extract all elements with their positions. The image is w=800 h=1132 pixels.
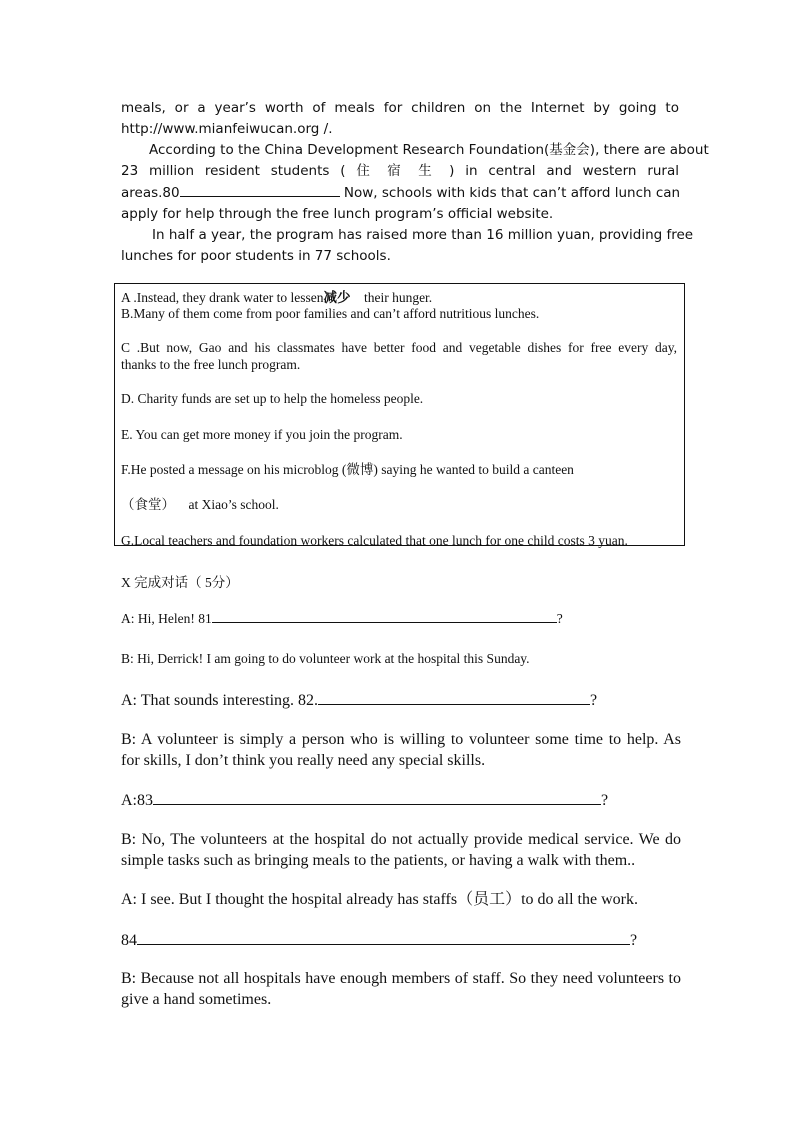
option-f: F.He posted a message on his microblog (微博) saying he wanted to build a canteen — [121, 462, 574, 477]
dialogue-line-b1: B: Hi, Derrick! I am going to do volunteer work at the hospital this Sunday. — [121, 651, 530, 666]
answer-blank-84[interactable] — [137, 929, 630, 945]
passage-url-line: http://www.mianfeiwucan.org /. — [121, 121, 333, 137]
option-a: A .Instead, they drank water to lessen减少 their hunger. — [121, 290, 433, 305]
dialogue-line-83: A:83 ? — [121, 789, 681, 811]
dialogue-line-b2: B: A volunteer is simply a person who is willing to volunteer some time to help. As for skills, I don’t think you really need any special skills. — [121, 731, 681, 769]
answer-blank-81[interactable] — [212, 610, 557, 623]
option-d: D. Charity funds are set up to help the homeless people. — [121, 391, 424, 406]
passage-line: apply for help through the free lunch program’s official website. — [121, 206, 554, 222]
passage-line: 23 million resident students ( 住 宿 生 ) in central and western rural — [121, 163, 679, 179]
option-g: G.Local teachers and foundation workers calculated that one lunch for one child costs 3 yuan. — [121, 533, 628, 548]
option-e: E. You can get more money if you join the program. — [121, 427, 403, 442]
dialogue-line-82: A: That sounds interesting. 82. ? — [121, 689, 681, 711]
answer-blank-80[interactable] — [180, 182, 340, 197]
options-box — [114, 283, 685, 546]
option-f-continued: （食堂） at Xiao’s school. — [121, 497, 279, 512]
dialogue-line-84: 84 ? — [121, 929, 681, 951]
option-c: C .But now, Gao and his classmates have better food and vegetable dishes for free every day, thanks to the free lunch program. — [121, 340, 677, 372]
answer-blank-82[interactable] — [318, 689, 590, 705]
option-b: B.Many of them come from poor families and can’t afford nutritious lunches. — [121, 306, 540, 321]
section-heading: X 完成对话（ 5分） — [121, 575, 239, 590]
dialogue-line-a4: A: I see. But I thought the hospital already has staffs（员工）to do all the work. — [121, 891, 638, 908]
dialogue-line-b4: B: Because not all hospitals have enough members of staff. So they need volunteers to give a hand sometimes. — [121, 970, 681, 1008]
passage-line: According to the China Development Research Foundation(基金会), there are about — [149, 142, 709, 158]
answer-blank-83[interactable] — [153, 789, 601, 805]
passage-line: meals, or a year’s worth of meals for children on the Internet by going to — [121, 100, 679, 116]
passage-line-blank-80: areas.80 Now, schools with kids that can’t afford lunch can — [121, 182, 679, 204]
dialogue-line-81: A: Hi, Helen! 81 ? — [121, 611, 563, 626]
passage — [121, 98, 709, 267]
passage-line: In half a year, the program has raised more than 16 million yuan, providing free — [152, 227, 694, 243]
passage-line: lunches for poor students in 77 schools. — [121, 248, 391, 264]
dialogue-line-b3: B: No, The volunteers at the hospital do not actually provide medical service. We do simple tasks such as bringing meals to the patients, or having a walk with them.. — [121, 831, 681, 869]
